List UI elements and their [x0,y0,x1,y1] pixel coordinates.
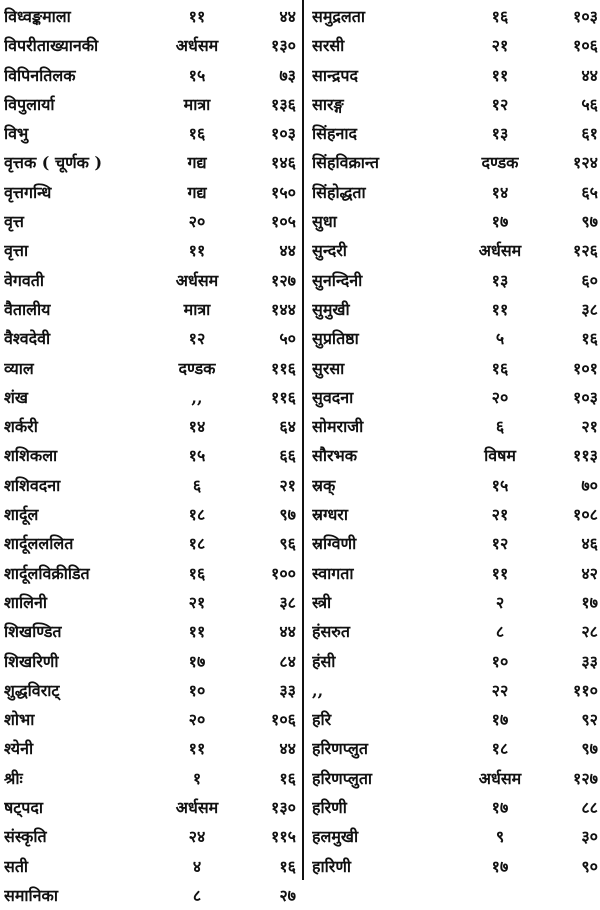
syllable-count: गद्य [187,182,207,202]
page-number: ७३ [279,65,296,85]
metre-name: स्रग्धरा [312,505,349,525]
metre-name: समुद्रलता [312,7,365,26]
index-entry [2,31,298,60]
metre-name: विभु [4,124,29,144]
metre-name: सुरसा [312,358,345,378]
index-entry [2,148,298,177]
index-entry [2,471,298,500]
page-number: २१ [279,475,296,495]
syllable-count: १४ [188,417,206,437]
metre-name: सिंहविक्रान्त [312,153,379,173]
metre-name: हरि [312,710,332,730]
syllable-count: अर्धसम [478,768,522,788]
index-entry [310,793,600,822]
metre-name: वृत्तक ( चूर्णक ) [4,153,103,173]
index-entry [2,617,298,646]
index-entry [310,31,600,60]
page-number: २७ [279,885,296,905]
syllable-count: १६ [491,358,509,378]
page-number: १३६ [271,94,296,114]
metre-name: हंसी [312,651,336,671]
page-number: १२४ [573,153,598,173]
page-number: ६४ [279,417,296,437]
metre-name: विध्वङ्कमाला [4,7,71,26]
metre-name: सिंहनाद [312,124,357,144]
syllable-count: १५ [188,446,206,466]
syllable-count: १७ [491,798,509,818]
syllable-count: १५ [188,65,206,85]
metre-name: सुधा [312,212,337,232]
page-number: ९७ [581,739,598,759]
index-entry [310,412,600,441]
page-number: ११० [573,680,598,700]
syllable-count: १ [192,768,202,788]
index-entry [2,500,298,529]
page-number: ४४ [581,65,598,85]
metre-name: सुवदना [312,387,354,407]
syllable-count: ११ [188,622,206,642]
page-number: ९० [581,856,598,876]
syllable-count: ११ [188,7,206,26]
index-entry [2,119,298,148]
metre-name: सरसी [312,36,345,56]
metre-name: व्याल [4,358,34,378]
metre-name: ,, [312,680,324,700]
page-number: ३३ [581,651,598,671]
page-number: १३० [271,798,296,818]
page-number: १६ [279,856,296,876]
metre-name: सुन्दरी [312,241,347,261]
left-index-column [2,2,298,910]
metre-name: शार्दूलविक्रीडित [4,563,90,583]
page-number: ९६ [279,534,296,554]
metre-name: श्येनी [4,739,34,759]
page-number: १०३ [573,7,598,26]
metre-name: वृत्तगन्धि [4,182,52,202]
index-entry [310,471,600,500]
metre-name: हलमुखी [312,827,359,847]
index-entry [310,2,600,31]
index-entry [2,383,298,412]
index-entry [310,61,600,90]
metre-name: समानिका [4,885,58,905]
page-number: १०३ [573,387,598,407]
index-entry [2,236,298,265]
index-entry [310,383,600,412]
metre-name: सुप्रतिष्ठा [312,329,359,349]
metre-name: वेगवती [4,270,45,290]
metre-name: हरिणप्लुत [312,739,368,759]
page-number: १४४ [271,299,296,319]
index-entry [2,412,298,441]
index-entry [2,90,298,119]
metre-name: शशिकला [4,446,58,466]
metre-name: सिंहोद्धता [312,182,366,202]
index-entry [2,793,298,822]
metre-name: शोभा [4,710,35,730]
page-number: १४६ [271,153,296,173]
page-number: ९२ [581,710,598,730]
metre-name: स्वागता [312,563,354,583]
syllable-count: अर्धसम [175,270,219,290]
index-entry [2,2,298,31]
page-number: १०८ [573,505,598,525]
syllable-count: १३ [491,270,509,290]
metre-name: शार्दूलललित [4,534,74,554]
index-entry [310,295,600,324]
index-entry [310,617,600,646]
page-number: ९७ [279,505,296,525]
page-number: ११५ [271,827,296,847]
page-number: ११३ [573,446,598,466]
metre-name: हरिणप्लुता [312,768,373,788]
page-number: ३३ [279,680,296,700]
syllable-count: १५ [491,475,509,495]
index-entry [310,852,600,881]
syllable-count: १७ [491,710,509,730]
index-entry [2,266,298,295]
metre-name: वृत्ता [4,241,29,261]
page-number: २८ [581,622,598,642]
metre-name: सौरभक [312,446,358,466]
index-entry [2,881,298,910]
syllable-count: १० [188,680,206,700]
page-number: १०० [271,563,296,583]
metre-name: वैतालीय [4,299,51,319]
index-entry [310,734,600,763]
page-number: १६ [581,329,598,349]
page-number: ८८ [581,798,598,818]
metre-name: शालिनी [4,592,48,612]
index-entry [2,354,298,383]
metre-name: हारिणी [312,856,352,876]
index-entry [310,500,600,529]
syllable-count: ४ [192,856,202,876]
metre-name: सुमुखी [312,299,350,319]
page-number: १७ [581,592,598,612]
syllable-count: दण्डक [178,358,216,378]
index-entry [310,559,600,588]
metre-name: सती [4,856,29,876]
index-entry [2,676,298,705]
index-entry [310,705,600,734]
metre-name: विपुलार्या [4,94,55,114]
index-entry [2,764,298,793]
page-number: १२७ [573,768,598,788]
index-entry [2,61,298,90]
page-number: २१ [581,417,598,437]
page-number: ६६ [279,446,296,466]
page-number: ४४ [279,241,296,261]
index-entry [2,705,298,734]
column-divider [302,0,304,880]
metre-name: शिखण्डित [4,622,62,642]
syllable-count: २ [495,592,505,612]
page-number: ११६ [271,358,296,378]
page-number: ३० [581,827,598,847]
syllable-count: २२ [491,680,509,700]
syllable-count: १२ [491,534,509,554]
index-entry [310,764,600,793]
index-entry [2,588,298,617]
syllable-count: १८ [188,534,206,554]
index-entry [310,148,600,177]
syllable-count: ११ [491,65,509,85]
syllable-count: ६ [495,417,505,437]
syllable-count: १० [491,651,509,671]
page-number: ३८ [581,299,598,319]
index-entry [310,588,600,617]
metre-name: शर्करी [4,417,38,437]
syllable-count: २१ [188,592,206,612]
index-entry [310,529,600,558]
page-number: ९७ [581,212,598,232]
index-entry [310,119,600,148]
metre-name: सारङ्ग [312,94,344,114]
syllable-count: विषम [484,446,516,466]
syllable-count: ६ [192,475,202,495]
syllable-count: १४ [491,182,509,202]
metre-name: स्त्री [312,592,332,612]
metre-name: स्रक् [312,475,336,495]
metre-name: हरिणी [312,798,347,818]
page-number: ७० [581,475,598,495]
syllable-count: १२ [188,329,206,349]
index-entry [2,178,298,207]
index-entry [2,647,298,676]
index-entry [310,236,600,265]
syllable-count: १८ [491,739,509,759]
syllable-count: १६ [188,124,206,144]
page-number: ४४ [279,7,296,26]
metre-name: षट्पदा [4,798,44,818]
metre-name: वैश्वदेवी [4,329,51,349]
metre-name: श्रीः [4,768,23,788]
page-number: ४४ [279,739,296,759]
page-number: १२७ [271,270,296,290]
metre-name: सुनन्दिनी [312,270,363,290]
syllable-count: २१ [491,36,509,56]
index-entry [310,90,600,119]
index-entry [2,734,298,763]
syllable-count: ५ [495,329,505,349]
page-number: ४६ [581,534,598,554]
index-entry [2,207,298,236]
page-number: ४२ [581,563,598,583]
page-number: १५० [271,182,296,202]
index-entry [310,441,600,470]
syllable-count: २० [188,212,206,232]
page-number: १०१ [573,358,598,378]
syllable-count: गद्य [187,153,207,173]
syllable-count: ११ [188,739,206,759]
syllable-count: २० [491,387,509,407]
page-number: १२६ [573,241,598,261]
index-entry [310,822,600,851]
page-number: ६१ [581,124,598,144]
metre-name: विपिनतिलक [4,65,76,85]
page-number: ११६ [271,387,296,407]
page-number: ५० [279,329,296,349]
metre-name: शंख [4,387,28,407]
index-entry [2,324,298,353]
metre-name: शुद्धविराट् [4,680,60,700]
metre-name: शिखरिणी [4,651,59,671]
metre-name: संस्कृति [4,827,47,847]
index-entry [310,324,600,353]
syllable-count: अर्धसम [175,36,219,56]
metre-name: हंसरुत [312,622,351,642]
syllable-count: १७ [491,856,509,876]
index-entry [2,852,298,881]
syllable-count: ११ [188,241,206,261]
page-number: ६० [581,270,598,290]
index-entry [310,266,600,295]
syllable-count: १७ [188,651,206,671]
metre-name: स्रग्विणी [312,534,357,554]
page-number: १३० [271,36,296,56]
syllable-count: मात्रा [183,299,211,319]
syllable-count: १२ [491,94,509,114]
metre-name: विपरीताख्यानकी [4,36,99,56]
index-entry [310,178,600,207]
page-number: ४४ [279,622,296,642]
index-entry [2,529,298,558]
page-number: १०३ [271,124,296,144]
page-number: ८४ [279,651,296,671]
page-number: ५६ [581,94,598,114]
syllable-count: १३ [491,124,509,144]
metre-name: सोमराजी [312,417,364,437]
syllable-count: ,, [191,387,203,407]
syllable-count: अर्धसम [175,798,219,818]
syllable-count: १६ [188,563,206,583]
syllable-count: ११ [491,563,509,583]
syllable-count: २४ [188,827,206,847]
metre-name: सान्द्रपद [312,65,358,85]
page-number: ६५ [581,182,598,202]
index-entry [310,676,600,705]
syllable-count: मात्रा [183,94,211,114]
syllable-count: दण्डक [481,153,519,173]
page-number: १०६ [271,710,296,730]
syllable-count: ९ [495,827,505,847]
syllable-count: २१ [491,505,509,525]
syllable-count: ८ [495,622,505,642]
index-entry [2,822,298,851]
syllable-count: १८ [188,505,206,525]
syllable-count: अर्धसम [478,241,522,261]
page-number: १६ [279,768,296,788]
metre-name: वृत्त [4,212,24,232]
syllable-count: १७ [491,212,509,232]
page-number: १०६ [573,36,598,56]
index-entry [2,295,298,324]
index-entry [310,207,600,236]
syllable-count: ११ [491,299,509,319]
index-entry [2,559,298,588]
metre-name: शशिवदना [4,475,61,495]
syllable-count: १६ [491,7,509,26]
index-entry [2,441,298,470]
syllable-count: २० [188,710,206,730]
right-index-column [310,2,600,881]
page-number: ३८ [279,592,296,612]
syllable-count: ८ [192,885,202,905]
index-entry [310,354,600,383]
index-entry [310,647,600,676]
page-number: १०५ [271,212,296,232]
metre-name: शार्दूल [4,505,39,525]
